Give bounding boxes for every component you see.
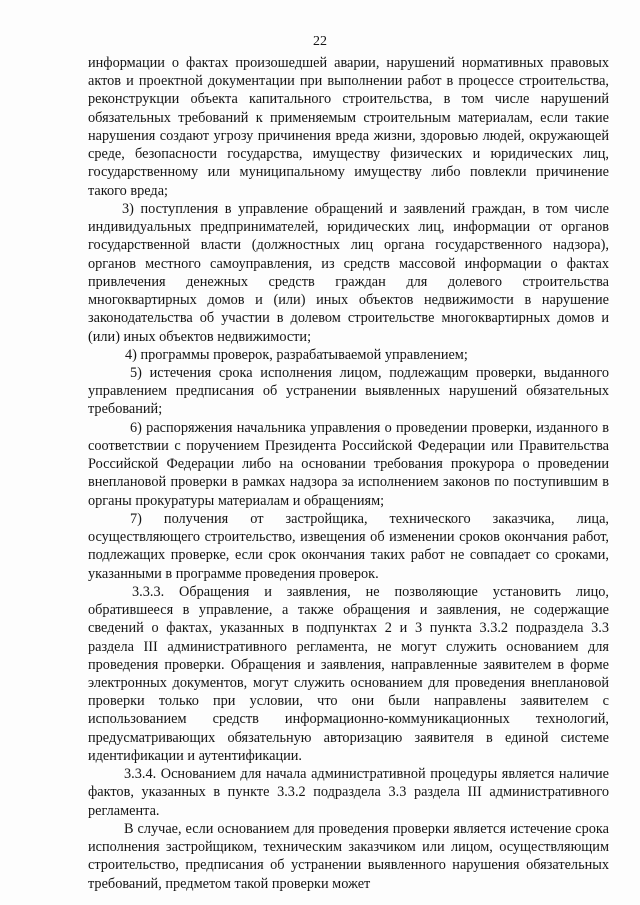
paragraph-item-6: 6) распоряжения начальника управления о проведении проверки, изданного в соответствии с поручением Президента Российской Федерации или Правительства Российской Федерации либо на основании требования прокурора о проведении внеплановой проверки в рамках надзора за исполнением законов по поступившим в органы прокуратуры материалам и обращениям;: [88, 419, 609, 509]
paragraph-case: В случае, если основанием для проведения проверки является истечение срока исполнения застройщиком, техническим заказчиком или лицом, осуществляющим строительство, предписания об устранении выявленного нарушения обязательных требований, предметом такой проверки может: [88, 820, 609, 892]
paragraph-item-4: 4) программы проверок, разрабатываемой управлением;: [125, 346, 468, 363]
paragraph-section-3-3-3: 3.3.3. Обращения и заявления, не позволяющие установить лицо, обратившееся в управление, а также обращения и заявления, не содержащие сведений о фактах, указанных в подпунктах 2 и 3 пункта 3.3.2 подраздела 3.3 раздела III административного регламента, не могут служить основанием для проведения проверки. Обращения и заявления, направленные заявителем в форме электронных документов, могут служить основанием для проведения внеплановой проверки только при условии, что они были направлены заявителем с использованием средств информационно-коммуникационных технологий, предусматривающих обязательную авторизацию заявителя в единой системе идентификации и аутентификации.: [88, 583, 609, 764]
paragraph-item-3: 3) поступления в управление обращений и заявлений граждан, в том числе индивидуальных предпринимателей, юридических лиц, информации от органов государственной власти (должностных лиц органа государственного надзора), органов местного самоуправления, из средств массовой информации о фактах привлечения денежных средств граждан для долевого строительства многоквартирных домов и (или) иных объектов недвижимости в нарушение законодательства об участии в долевом строительстве многоквартирных домов и (или) иных объектов недвижимости;: [88, 200, 609, 345]
paragraph-section-3-3-4: 3.3.4. Основанием для начала административной процедуры является наличие фактов, указанных в пункте 3.3.2 подраздела 3.3 раздела III административного регламента.: [88, 766, 609, 819]
paragraph-item-5: 5) истечения срока исполнения лицом, подлежащим проверки, выданного управлением предписания об устранении выявленных нарушений обязательных требований;: [88, 364, 609, 418]
page-number: 22: [313, 34, 327, 49]
paragraph-item-2-continuation: информации о фактах произошедшей аварии, нарушений нормативных правовых актов и проектной документации при выполнении работ в процессе строительства, реконструкции объекта капитального строительства, в том числе нарушений обязательных требований к применяемым строительным материалам, если такие нарушения создают угрозу причинения вреда жизни, здоровью людей, окружающей среде, безопасности государства, имуществу физических и юридических лиц, государственному или муниципальному имуществу либо повлекли причинение такого вреда;: [88, 55, 609, 199]
document-body: [88, 54, 609, 893]
paragraph-item-7: 7) получения от застройщика, технического заказчика, лица, осуществляющего строительство, извещения об изменении сроков окончания работ, подлежащих проверке, если срок окончания таких работ не совпадает со сроками, указанными в программе проведения проверок.: [88, 510, 609, 582]
